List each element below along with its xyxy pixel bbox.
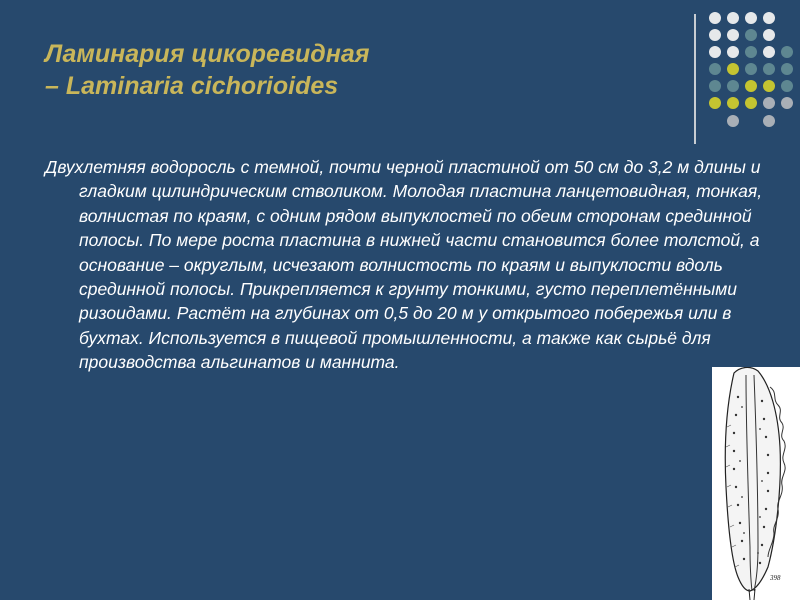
dot bbox=[709, 12, 721, 24]
dot bbox=[745, 63, 757, 75]
dot bbox=[763, 12, 775, 24]
dot bbox=[745, 46, 757, 58]
title-line-2: – Laminaria cichorioides bbox=[45, 72, 339, 100]
dot bbox=[763, 46, 775, 58]
dot bbox=[727, 97, 739, 109]
dot bbox=[709, 80, 721, 92]
figure-number: 398 bbox=[770, 574, 781, 582]
dot bbox=[709, 29, 721, 41]
dot bbox=[709, 97, 721, 109]
vertical-divider bbox=[694, 14, 696, 144]
dot bbox=[781, 97, 793, 109]
dot bbox=[745, 12, 757, 24]
dot bbox=[781, 80, 793, 92]
dot bbox=[727, 46, 739, 58]
dot bbox=[745, 80, 757, 92]
dot bbox=[727, 115, 739, 127]
dot bbox=[727, 29, 739, 41]
dot bbox=[709, 63, 721, 75]
body-text: Двухлетняя водоросль с темной, почти черной пластиной от 50 см до 3,2 м длины и гладким цилиндрическим стволиком. Молодая пластина ланцетовидная, тонкая, волнистая по краям, с одним рядом выпуклостей по обеим сторонам срединной полосы. По мере роста пластина в нижней части становится более толстой, а основание – округлым, исчезают волнистость по краям и выпуклости вдоль срединной полосы. Прикрепляется к грунту тонкими, густо переплетёнными ризоидами. Растёт на глубинах от 0,5 до 20 м у открытого побережья или в бухтах. Используется в пищевой промышленности, а также как сырьё для производства альгинатов и маннита. bbox=[45, 157, 763, 373]
dot bbox=[745, 97, 757, 109]
slide-title bbox=[45, 38, 685, 102]
dot bbox=[781, 63, 793, 75]
dot bbox=[727, 63, 739, 75]
dot bbox=[727, 12, 739, 24]
title-line-1: Ламинария цикоревидная bbox=[45, 40, 370, 68]
dot bbox=[763, 63, 775, 75]
dot bbox=[763, 29, 775, 41]
dot bbox=[763, 115, 775, 127]
dot bbox=[781, 46, 793, 58]
dot bbox=[745, 29, 757, 41]
laminaria-illustration bbox=[712, 367, 800, 600]
dot bbox=[763, 97, 775, 109]
dot bbox=[727, 80, 739, 92]
dot bbox=[763, 80, 775, 92]
dot bbox=[709, 46, 721, 58]
